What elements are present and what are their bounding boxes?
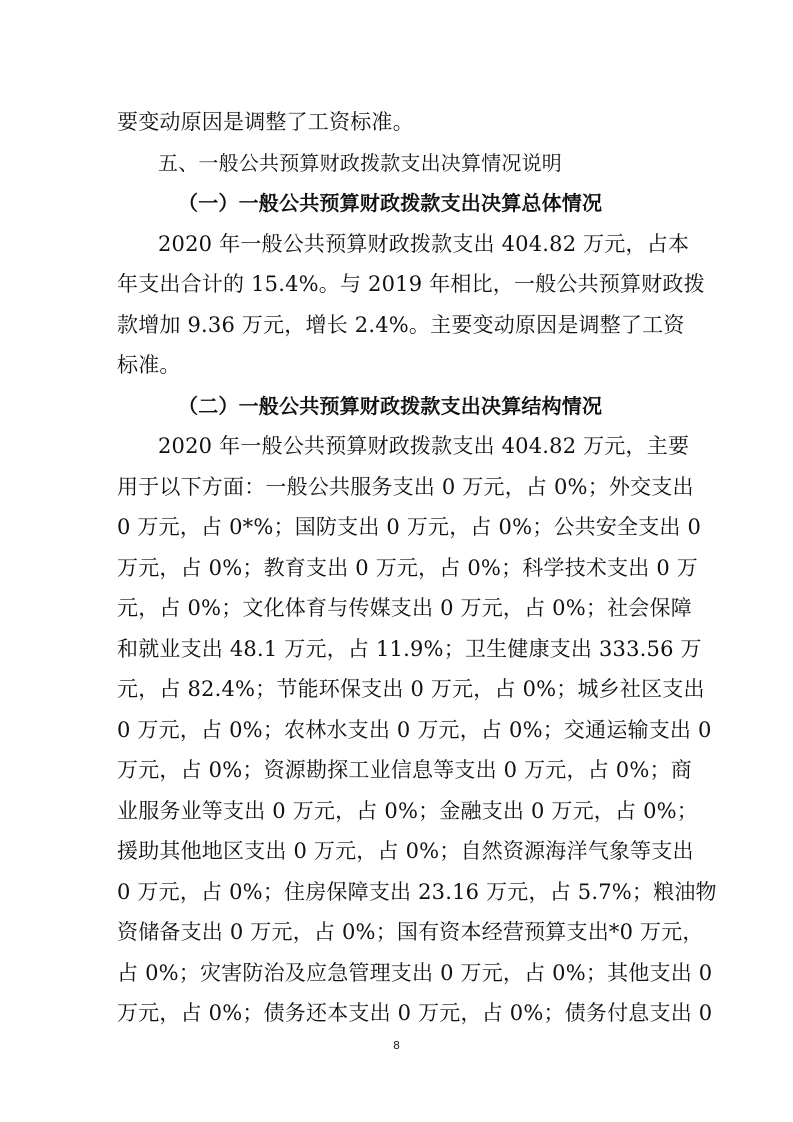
paragraph-line: 标准。 <box>117 353 181 377</box>
paragraph-line: 援助其他地区支出 0 万元，占 0%；自然资源海洋气象等支出 <box>117 839 694 863</box>
subsection-heading: （二）一般公共预算财政拨款支出决算结构情况 <box>178 394 603 418</box>
paragraph-line: 和就业支出 48.1 万元，占 11.9%；卫生健康支出 333.56 万 <box>117 637 702 661</box>
page-number: 8 <box>393 1039 400 1052</box>
paragraph-line: 2020 年一般公共预算财政拨款支出 404.82 万元，主要 <box>158 434 690 458</box>
paragraph-line: 要变动原因是调整了工资标准。 <box>117 110 414 134</box>
paragraph-line: 万元，占 0%；债务还本支出 0 万元，占 0%；债务付息支出 0 <box>117 1001 713 1025</box>
paragraph-line: 2020 年一般公共预算财政拨款支出 404.82 万元，占本 <box>158 232 690 256</box>
paragraph-line: 占 0%；灾害防治及应急管理支出 0 万元，占 0%；其他支出 0 <box>117 961 713 985</box>
paragraph-line: 0 万元，占 0%；住房保障支出 23.16 万元，占 5.7%；粮油物 <box>117 880 717 904</box>
subsection-heading: （一）一般公共预算财政拨款支出决算总体情况 <box>178 191 603 215</box>
paragraph-line: 0 万元，占 0*%；国防支出 0 万元，占 0%；公共安全支出 0 <box>117 515 702 539</box>
paragraph-line: 万元，占 0%；资源勘探工业信息等支出 0 万元，占 0%；商 <box>117 758 692 782</box>
paragraph-line: 业服务业等支出 0 万元，占 0%；金融支出 0 万元，占 0%； <box>117 799 699 823</box>
paragraph-line: 用于以下方面：一般公共服务支出 0 万元，占 0%；外交支出 <box>117 475 694 499</box>
paragraph-line: 资储备支出 0 万元，占 0%；国有资本经营预算支出*0 万元， <box>117 920 704 944</box>
paragraph-line: 万元，占 0%；教育支出 0 万元，占 0%；科学技术支出 0 万 <box>117 556 699 580</box>
paragraph-line: 元，占 82.4%；节能环保支出 0 万元，占 0%；城乡社区支出 <box>117 677 705 701</box>
paragraph-line: 元，占 0%；文化体育与传媒支出 0 万元，占 0%；社会保障 <box>117 596 692 620</box>
section-heading: 五、一般公共预算财政拨款支出决算情况说明 <box>158 151 562 175</box>
paragraph-line: 款增加 9.36 万元，增长 2.4%。主要变动原因是调整了工资 <box>117 313 685 337</box>
paragraph-line: 年支出合计的 15.4%。与 2019 年相比，一般公共预算财政拨 <box>117 272 705 296</box>
paragraph-line: 0 万元，占 0%；农林水支出 0 万元，占 0%；交通运输支出 0 <box>117 718 712 742</box>
